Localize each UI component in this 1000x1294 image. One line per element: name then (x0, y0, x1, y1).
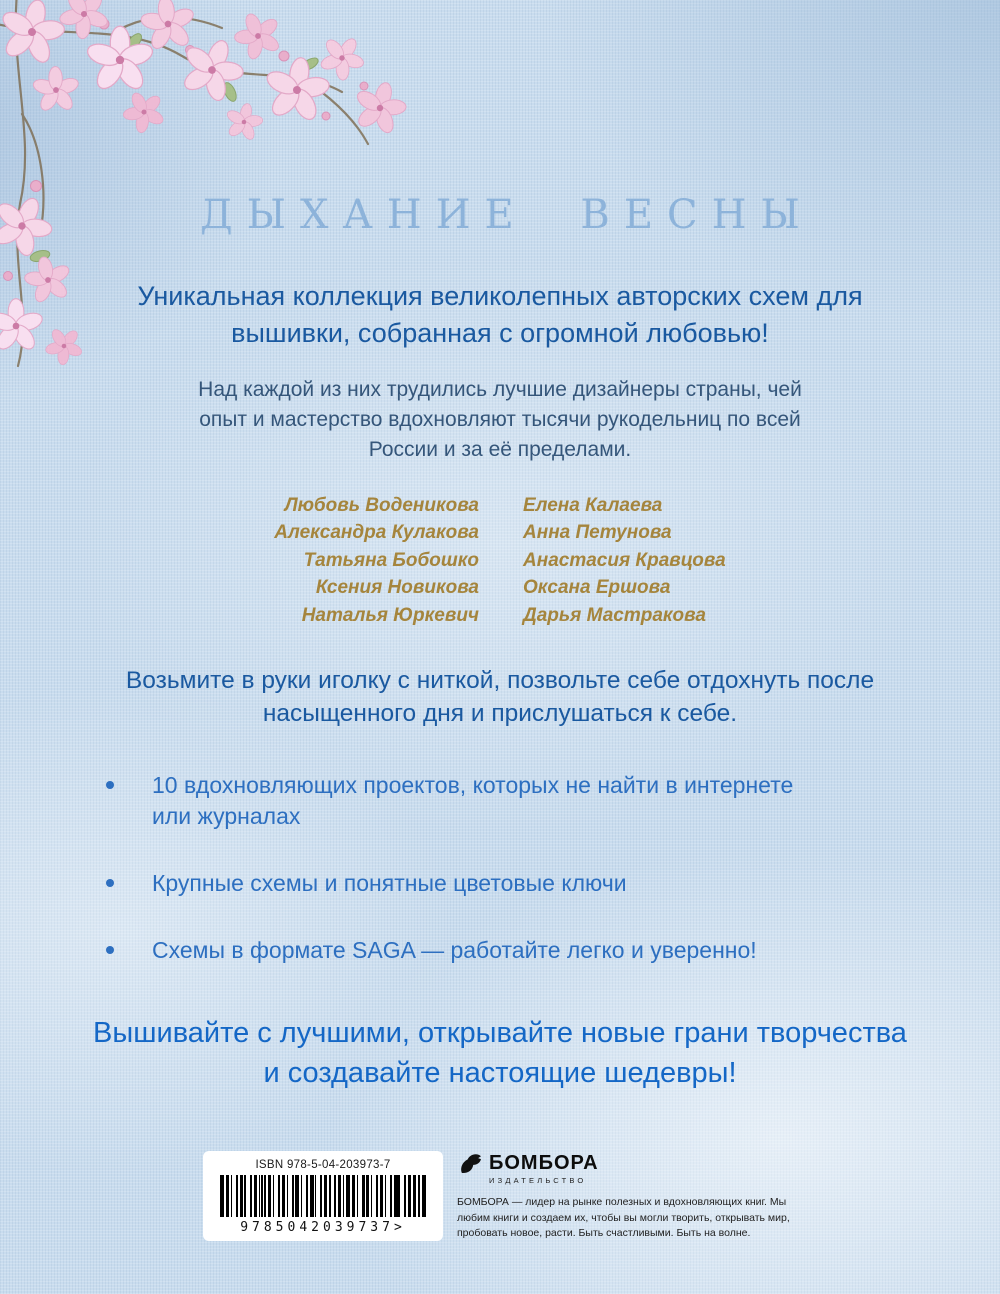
author-name: Оксана Ершова (523, 577, 671, 599)
bullet-item (104, 868, 812, 899)
isbn-text: ISBN 978-5-04-203973-7 (255, 1159, 391, 1172)
author-name: Анастасия Кравцова (523, 549, 726, 571)
author-name: Елена Калаева (523, 494, 663, 516)
book-title: ДЫХАНИЕ ВЕСНЫ (200, 192, 814, 238)
author-name: Наталья Юркевич (301, 605, 479, 626)
bullet-text: 10 вдохновляющих проектов, которых не найти в интернете или журналах (152, 772, 794, 829)
bullet-item (104, 935, 812, 966)
authors-column-left (274, 492, 479, 630)
intro-text: Уникальная коллекция великолепных авторских схем для вышивки, собранная с огромной любовью! (137, 281, 863, 349)
bullet-list (104, 770, 1000, 965)
bombora-bird-icon (457, 1151, 483, 1177)
authors-list (0, 492, 1000, 630)
designers-text: Над каждой из них трудились лучшие дизайнеры страны, чей опыт и мастерство вдохновляют тысячи рукодельниц по всей России и за её пределами. (198, 377, 802, 462)
author-name: Ксения Новикова (315, 577, 479, 599)
bullet-text: Схемы в формате SAGA — работайте легко и уверенно! (152, 936, 757, 963)
authors-column-right (523, 492, 726, 630)
barcode-number: 9785042039737> (240, 1220, 406, 1236)
publisher-logo (457, 1153, 797, 1185)
author-name: Любовь Воденикова (284, 494, 479, 516)
author-name: Анна Петунова (523, 522, 672, 544)
bullet-dot (106, 946, 114, 954)
invitation-text: Возьмите в руки иголку с ниткой, позвольте себе отдохнуть после насыщенного дня и прислушаться к себе. (125, 666, 875, 727)
blossom-buds (4, 19, 369, 281)
publisher-name-wrap (489, 1153, 599, 1185)
barcode-box (203, 1151, 443, 1241)
publisher-subtitle: ИЗДАТЕЛЬСТВО (489, 1176, 587, 1186)
closing-text: Вышивайте с лучшими, открывайте новые грани творчества и создавайте настоящие шедевры! (93, 1017, 907, 1090)
publisher-block (457, 1151, 797, 1241)
author-name: Александра Кулакова (274, 522, 479, 544)
publisher-name: БОМБОРА (489, 1152, 599, 1175)
author-name: Татьяна Бобошко (303, 549, 479, 571)
bullet-dot (106, 781, 114, 789)
footer (0, 1151, 1000, 1241)
bullet-text: Крупные схемы и понятные цветовые ключи (152, 869, 627, 896)
barcode-bars (220, 1175, 426, 1217)
bullet-dot (106, 879, 114, 887)
author-name: Дарья Мастракова (523, 605, 706, 626)
publisher-description: БОМБОРА — лидер на рынке полезных и вдохновляющих книг. Мы любим книги и создаем их, чтобы вы могли творить, открывать мир, пробовать новое, расти. Быть счастливыми. Быть на волне. (457, 1196, 790, 1239)
bullet-item (104, 770, 812, 832)
